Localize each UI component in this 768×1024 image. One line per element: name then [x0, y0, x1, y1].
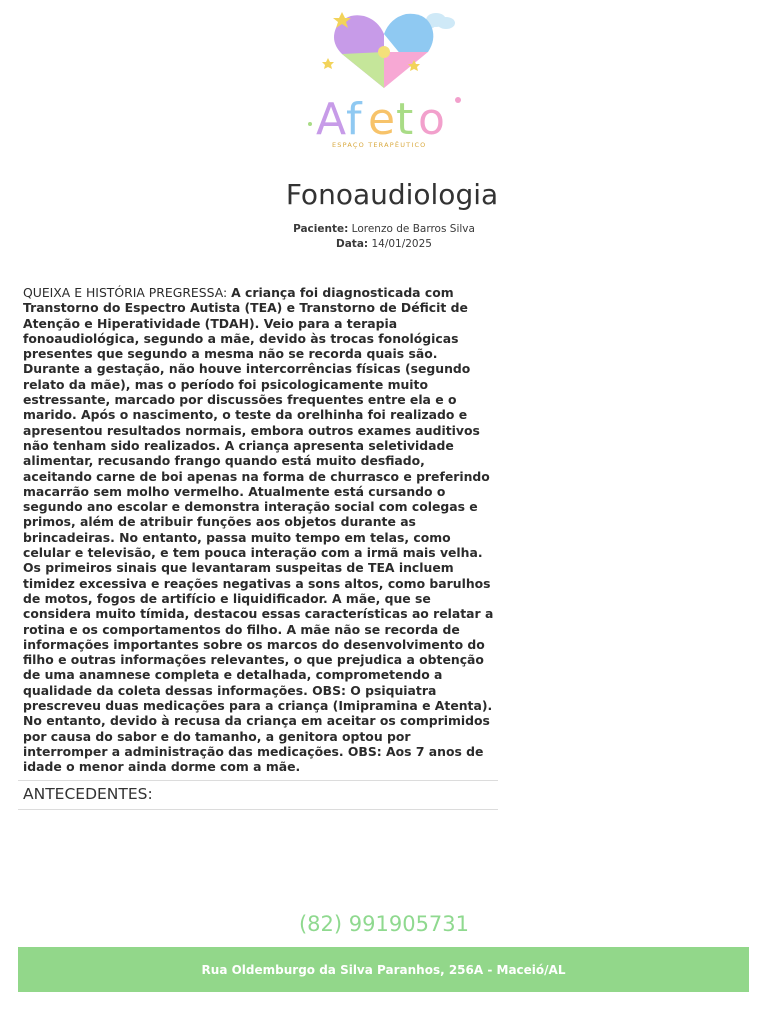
date-value: 14/01/2025 [371, 238, 432, 250]
date-line [0, 238, 768, 250]
complaint-section [23, 285, 497, 775]
complaint-label: QUEIXA E HISTÓRIA PREGRESSA: [23, 285, 228, 300]
logo-wordmark [316, 94, 445, 145]
svg-text:e: e [368, 94, 396, 145]
complaint-text: A criança foi diagnosticada com Transtorno do Espectro Autista (TEA) e Transtorno de Déficit de Atenção e Hiperatividade (TDAH). Veio para a terapia fonoaudiológica, segundo a mãe, devido às trocas fonológicas presentes que segundo a mesma não se recorda quais são. Durante a gestação, não houve intercorrências físicas (segundo relato da mãe), mas o período foi psicologicamente muito estressante, marcado por discussões frequentes entre ela e o marido. Após o nascimento, o teste da orelhinha foi realizado e apresentou resultados normais, embora outros exames auditivos não tenham sido realizados. A criança apresenta seletividade alimentar, recusando frango quando está muito desfiado, aceitando carne de boi apenas na forma de churrasco e preferindo macarrão sem molho vermelho. Atualmente está cursando o segundo ano escolar e demonstra interação social com colegas e primos, além de atribuir funções aos objetos durante as brincadeiras. No entanto, passa muito tempo em telas, como celular e televisão, e tem pouca interação com a irmã mais velha. Os primeiros sinais que levantaram suspeitas de TEA incluem timidez excessiva e reações negativas a sons altos, como barulhos de motos, fogos de artifício e liquidificador. A mãe, que se considera muito tímida, destacou essas características ao relatar a rotina e os comportamentos do filho. A mãe não se recorda de informações importantes sobre os marcos do desenvolvimento do filho e outras informações relevantes, o que prejudica a obtenção de uma anamnese completa e detalhada, comprometendo a qualidade da coleta dessas informações. OBS: O psiquiatra prescreveu duas medicações para a criança (Imipramina e Atenta). No entanto, devido à recusa da criança em aceitar os comprimidos por causa do sabor e do tamanho, a genitora optou por interromper a administração das medicações. OBS: Aos 7 anos de idade o menor ainda dorme com a mãe. [23, 285, 494, 775]
svg-text:t: t [396, 94, 414, 145]
phone-number: (82) 991905731 [298, 912, 470, 936]
patient-label: Paciente: [293, 223, 349, 235]
footer-bar [18, 947, 749, 992]
footer-address: Rua Oldemburgo da Silva Paranhos, 256A - Maceió/AL [201, 962, 566, 977]
svg-text:ESPAÇO TERAPÊUTICO: ESPAÇO TERAPÊUTICO [332, 141, 427, 149]
heart-puzzle-icon [334, 14, 433, 88]
svg-text:A: A [316, 94, 347, 145]
patient-name: Lorenzo de Barros Silva [351, 223, 475, 235]
divider [18, 809, 498, 810]
divider [18, 780, 498, 781]
svg-text:f: f [346, 94, 362, 145]
antecedents-label: ANTECEDENTES: [23, 785, 153, 803]
patient-line [0, 223, 768, 235]
afeto-logo [302, 6, 466, 152]
date-label: Data: [336, 238, 369, 250]
page-title: Fonoaudiologia [285, 178, 499, 211]
svg-text:o: o [418, 94, 445, 145]
